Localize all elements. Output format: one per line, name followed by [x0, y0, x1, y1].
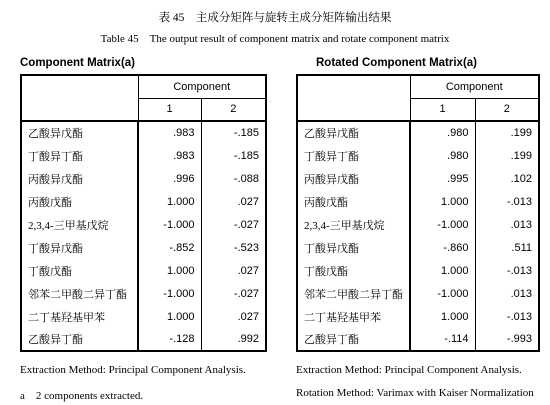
component-1-value: .980: [410, 144, 475, 167]
component-2-value: -.185: [201, 121, 266, 144]
component-2-value: -.185: [201, 144, 266, 167]
table-row: [21, 190, 266, 213]
component-1-value: 1.000: [410, 259, 475, 282]
variable-label: 丁酸戊酯: [304, 265, 348, 278]
rotated-extraction-method-note: Extraction Method: Principal Component Analysis.: [296, 364, 522, 376]
variable-label: 乙酸异戊酯: [28, 128, 83, 140]
component-1-value: -1.000: [410, 213, 475, 236]
component-header-row: [21, 75, 266, 98]
component-matrix-table: [20, 74, 267, 352]
component-2-value: .027: [201, 305, 266, 328]
component-2-value: .199: [475, 144, 539, 167]
rotated-matrix-rows: [297, 121, 539, 351]
table-row: [21, 259, 266, 282]
table-row: [297, 121, 539, 144]
variable-label: 2,3,4-三甲基戊烷: [304, 219, 385, 232]
component-matrix-title: Component Matrix(a): [20, 57, 135, 69]
table-row: [21, 213, 266, 236]
component-1-value: 1.000: [138, 305, 201, 328]
table-row: [21, 328, 266, 351]
component-1-value: -1.000: [410, 282, 475, 305]
variable-label: 丙酸戊酯: [304, 196, 348, 209]
component-header: Component: [410, 75, 539, 98]
component-2-value: .199: [475, 121, 539, 144]
component-2-value: -.523: [201, 236, 266, 259]
components-extracted-note: a 2 components extracted.: [20, 390, 144, 402]
rotation-method-note: Rotation Method: Varimax with Kaiser Normalization: [296, 387, 534, 399]
component-2-value: -.013: [475, 190, 539, 213]
variable-label: 二丁基羟基甲苯: [28, 311, 105, 324]
table-row: [297, 213, 539, 236]
stub-header-cell: [297, 75, 410, 121]
component-2-value: -.088: [201, 167, 266, 190]
component-2-value: .027: [201, 190, 266, 213]
component-2-value: -.013: [475, 259, 539, 282]
variable-label: 丁酸异丁酯: [304, 150, 359, 163]
table-row: [297, 305, 539, 328]
component-1-value: -1.000: [138, 282, 201, 305]
table-row: [21, 305, 266, 328]
component-1-value: .980: [410, 121, 475, 144]
component-1-value: 1.000: [138, 190, 201, 213]
table-row: [297, 167, 539, 190]
variable-label: 邻苯二甲酸二异丁酯: [28, 288, 127, 301]
component-2-value: .013: [475, 282, 539, 305]
table-row: [21, 236, 266, 259]
component-1-value: -.852: [138, 236, 201, 259]
component-2-value: .027: [201, 259, 266, 282]
component-1-value: 1.000: [410, 305, 475, 328]
table-row: [21, 121, 266, 144]
stub-header-cell: [21, 75, 138, 121]
component-1-value: .983: [138, 144, 201, 167]
table-row: [21, 167, 266, 190]
variable-label: 丁酸戊酯: [28, 265, 72, 278]
component-2-value: .992: [201, 328, 266, 351]
rotated-matrix-title: Rotated Component Matrix(a): [316, 57, 477, 69]
variable-label: 丁酸异丁酯: [28, 150, 83, 163]
variable-label: 丁酸异戊酯: [28, 242, 83, 255]
component-2-value: .013: [475, 213, 539, 236]
table-row: [297, 144, 539, 167]
component-1-value: 1.000: [138, 259, 201, 282]
component-1-value: .995: [410, 167, 475, 190]
variable-label: 邻苯二甲酸二异丁酯: [304, 288, 403, 301]
component-1-value: 1.000: [410, 190, 475, 213]
table-row: [297, 190, 539, 213]
table-caption-english: Table 45 The output result of component matrix and rotate component matrix: [100, 33, 450, 45]
variable-label: 2,3,4-三甲基戊烷: [28, 219, 109, 232]
variable-label: 乙酸异丁酯: [304, 334, 359, 346]
variable-label: 丙酸戊酯: [28, 196, 72, 209]
component-1-header: 1: [410, 98, 475, 121]
component-2-header: 2: [201, 98, 266, 121]
extraction-method-note: Extraction Method: Principal Component Analysis.: [20, 364, 246, 376]
component-2-value: -.013: [475, 305, 539, 328]
component-1-value: -1.000: [138, 213, 201, 236]
component-1-value: -.114: [410, 328, 475, 351]
table-row: [21, 282, 266, 305]
variable-label: 乙酸异丁酯: [28, 334, 83, 346]
component-header-row: [297, 75, 539, 98]
table-row: [297, 328, 539, 351]
rotated-matrix-table: [296, 74, 540, 352]
variable-label: 丙酸异戊酯: [304, 173, 359, 186]
component-2-value: .102: [475, 167, 539, 190]
variable-label: 乙酸异戊酯: [304, 128, 359, 140]
component-1-value: -.860: [410, 236, 475, 259]
table-row: [297, 259, 539, 282]
component-2-value: -.027: [201, 213, 266, 236]
component-header: Component: [138, 75, 266, 98]
variable-label: 二丁基羟基甲苯: [304, 311, 381, 324]
component-1-value: .983: [138, 121, 201, 144]
component-1-header: 1: [138, 98, 201, 121]
table-caption-chinese: 表 45 主成分矩阵与旋转主成分矩阵输出结果: [158, 12, 392, 24]
component-1-value: .996: [138, 167, 201, 190]
component-2-value: -.993: [475, 328, 539, 351]
component-2-value: .511: [475, 236, 539, 259]
component-2-value: -.027: [201, 282, 266, 305]
variable-label: 丙酸异戊酯: [28, 173, 83, 186]
table-row: [297, 236, 539, 259]
component-1-value: -.128: [138, 328, 201, 351]
variable-label: 丁酸异戊酯: [304, 242, 359, 255]
component-matrix-rows: [21, 121, 266, 351]
component-2-header: 2: [475, 98, 539, 121]
table-row: [297, 282, 539, 305]
table-row: [21, 144, 266, 167]
